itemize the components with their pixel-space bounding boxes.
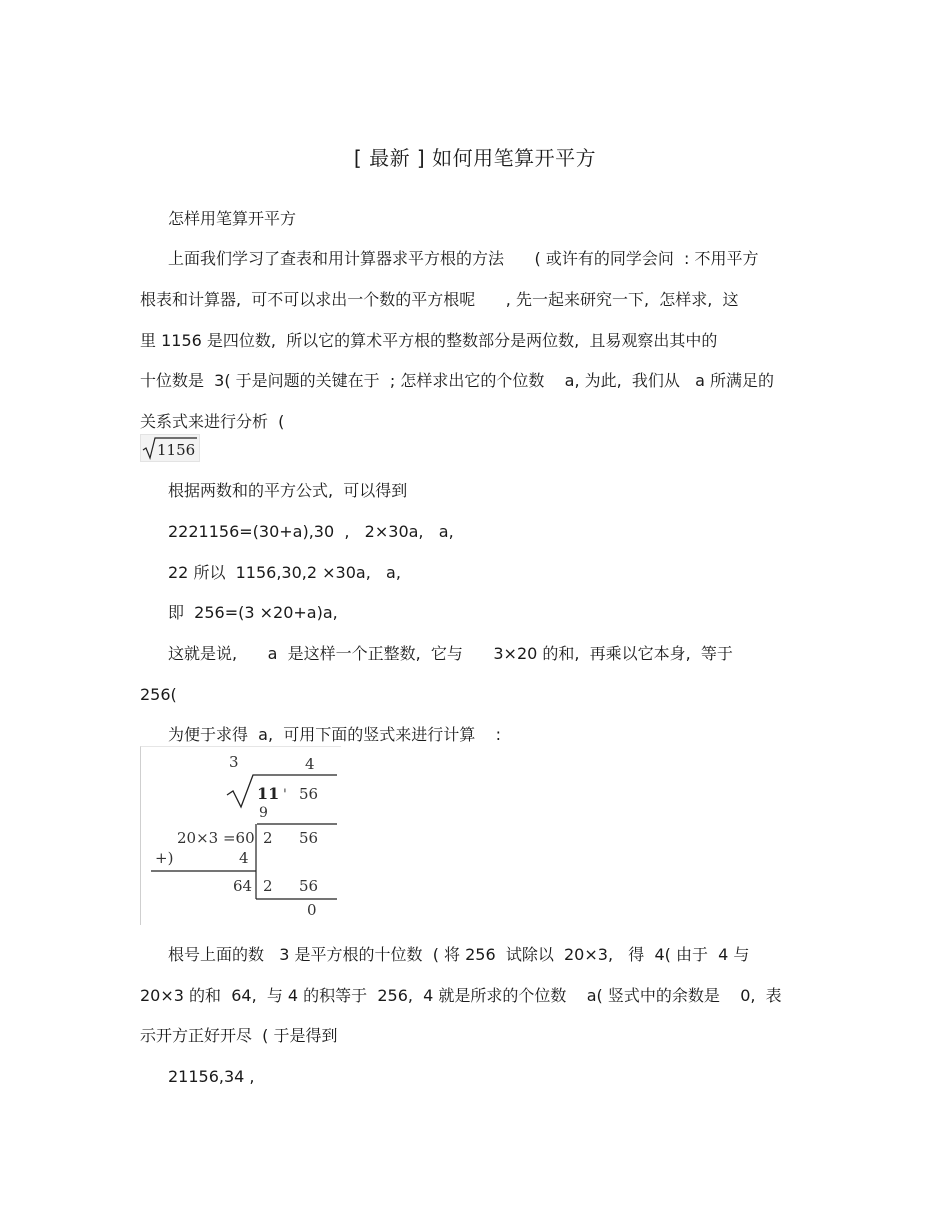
product-digit: 56 bbox=[299, 877, 319, 895]
product-digit: 2 bbox=[263, 877, 273, 895]
formula-line: 22 所以 1156,30,2 ×30a, a, bbox=[168, 563, 401, 582]
page-title: [ 最新 ] 如何用笔算开平方 bbox=[353, 146, 597, 170]
paragraph-line: 20×3 的和 64, 与 4 的积等于 256, 4 就是所求的个位数 a( 竖式中的余数是 0, 表 bbox=[140, 986, 782, 1005]
first-square: 9 bbox=[259, 805, 268, 821]
long-division-figure bbox=[140, 746, 341, 925]
paragraph-line: 关系式来进行分析 ( bbox=[140, 412, 285, 431]
paragraph-line: 怎样用笔算开平方 bbox=[168, 209, 297, 228]
plus-sign: +) bbox=[155, 849, 174, 867]
trial-expression: 20×3 =60 bbox=[177, 829, 255, 847]
paragraph-line: 里 1156 是四位数, 所以它的算术平方根的整数部分是两位数, 且易观察出其中的 bbox=[140, 331, 718, 350]
paragraph-line: 根据两数和的平方公式, 可以得到 bbox=[168, 481, 408, 500]
paragraph-line: 示开方正好开尽 ( 于是得到 bbox=[140, 1026, 338, 1045]
remainder-digit: 2 bbox=[263, 829, 273, 847]
formula-line: 即 256=(3 ×20+a)a, bbox=[168, 603, 338, 622]
radicand-group: 11 bbox=[257, 784, 280, 803]
radicand-text: 1156 bbox=[157, 441, 196, 459]
paragraph-line: 根号上面的数 3 是平方根的十位数 ( 将 256 试除以 20×3, 得 4( 由于 4 与 bbox=[168, 945, 750, 964]
formula-line: 21156,34 , bbox=[168, 1067, 255, 1086]
paragraph-line: 根表和计算器, 可不可以求出一个数的平方根呢 , 先一起来研究一下, 怎样求, 这 bbox=[140, 290, 739, 309]
paragraph-line: 上面我们学习了查表和用计算器求平方根的方法 ( 或许有的同学会问 : 不用平方 bbox=[168, 249, 759, 268]
paragraph-line: 十位数是 3( 于是问题的关键在于 ; 怎样求出它的个位数 a, 为此, 我们从 a 所满足的 bbox=[140, 371, 775, 390]
group-separator: ' bbox=[283, 787, 287, 803]
final-remainder: 0 bbox=[307, 901, 317, 919]
paragraph-line: 为便于求得 a, 可用下面的竖式来进行计算 : bbox=[168, 725, 501, 744]
sqrt-1156-image bbox=[140, 434, 200, 462]
remainder-digit: 56 bbox=[299, 829, 319, 847]
quotient-digit: 4 bbox=[305, 755, 315, 773]
trial-digit: 4 bbox=[239, 849, 249, 867]
formula-line: 2221156=(30+a),30 , 2×30a, a, bbox=[168, 522, 454, 541]
radicand-group: 56 bbox=[299, 785, 319, 803]
divisor-value: 64 bbox=[233, 877, 253, 895]
paragraph-line: 这就是说, a 是这样一个正整数, 它与 3×20 的和, 再乘以它本身, 等于 bbox=[168, 644, 733, 663]
paragraph-line: 256( bbox=[140, 685, 177, 704]
quotient-digit: 3 bbox=[229, 753, 239, 771]
